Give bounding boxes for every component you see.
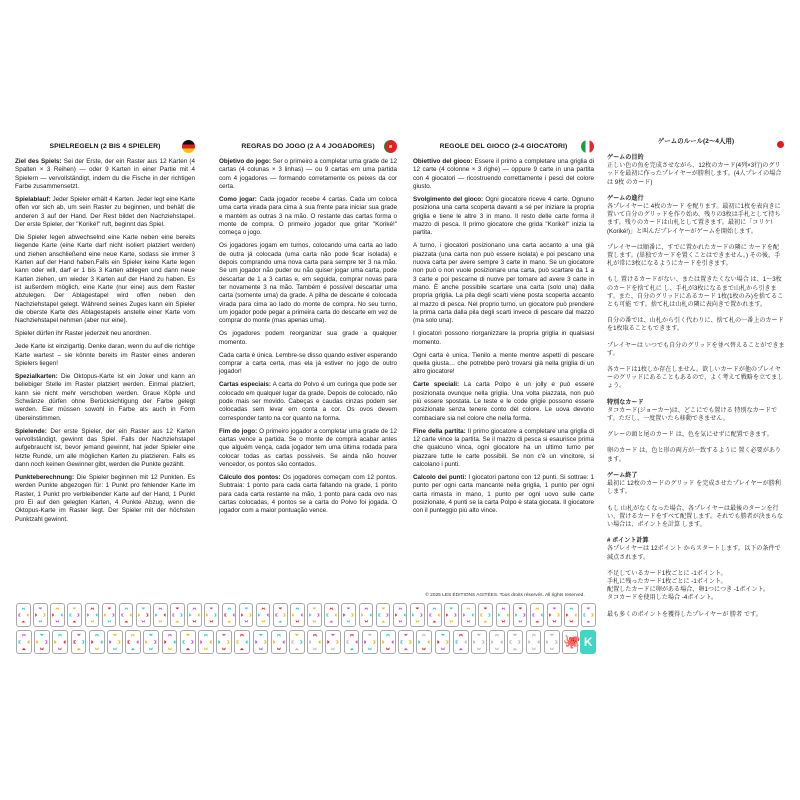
rule-paragraph (219, 242, 397, 325)
fish-pattern-icon (394, 604, 407, 626)
fish-pattern-icon (51, 604, 64, 626)
rule-text: 各プレイヤーは 12ポイント からスタートします。以下の条件で減点されます。 (607, 545, 781, 561)
italian-title: REGOLE DEL GIOCO (2-4 GIOCATORI) (439, 143, 568, 150)
fish-card (530, 603, 545, 627)
rule-heading: Fim do jogo: (219, 427, 258, 435)
fish-card (435, 630, 451, 654)
fish-pattern-icon (290, 631, 304, 653)
fish-card (102, 603, 117, 627)
fish-card (410, 603, 425, 627)
rule-heading: Cálculo dos pontos: (219, 473, 281, 481)
fish-pattern-icon (381, 631, 395, 653)
fish-pattern-icon (120, 604, 133, 626)
rule-paragraph (607, 366, 785, 391)
fish-pattern-icon (181, 631, 195, 653)
rule-text: 自分の番では、山札から引く代わりに、捨て札の一番上のカードを1枚取ることもできます。 (607, 317, 784, 333)
fish-card (34, 630, 50, 654)
portuguese-rules-column (219, 140, 397, 520)
fish-pattern-icon (274, 604, 287, 626)
fish-card (198, 630, 214, 654)
fish-pattern-icon (205, 604, 218, 626)
fish-pattern-icon (363, 631, 377, 653)
fish-card (324, 603, 339, 627)
japanese-title: ゲームのルール(2〜4人用) (657, 138, 735, 145)
rule-text: Spieler dürfen ihr Raster jederzeit neu anordnen. (15, 330, 152, 338)
rule-text: プレイヤーは順番に、すでに置かれたカードの隣に カードを配置します。(単独でカードを置くことはできません。) その後、手札が常に3枚になるようにカードを引きます。 (607, 243, 781, 268)
fish-pattern-icon (68, 604, 81, 626)
fish-card (234, 630, 250, 654)
rule-heading: ゲーム終了 (607, 471, 638, 479)
fish-pattern-icon (545, 631, 559, 653)
japanese-sections (607, 154, 785, 619)
fish-card (453, 630, 469, 654)
fish-pattern-icon (217, 631, 231, 653)
fish-card (496, 603, 511, 627)
rule-paragraph (413, 352, 594, 377)
rule-paragraph (219, 428, 397, 470)
fish-pattern-icon (462, 604, 475, 626)
rule-heading: Spielablauf: (15, 195, 51, 203)
card-gallery (16, 603, 596, 657)
rule-paragraph (15, 428, 195, 470)
rule-text: Jeder Spieler erhält 4 Karten. Jeder legt eine Karte offen vor sich ab, um sein Raster zu beginnen, und behält die anderen 3 auf der Hand. Der Rest bildet den Nachziehstapel. Der erste Spieler, der "Koriké!" ruft, beginnt das Spiel. (15, 195, 195, 228)
rule-text: もし 置けるカードがない、または置きたくない場合 は、1〜3枚のカードを捨て札に し、手札が3枚になるまで山札から引きます。また、自分のグリッドにあるカード 1枚(1枚のみ)を捨てることも可能 です。捨て札は山札の隣に表向きで置かれます。 (607, 276, 784, 309)
rule-text: 不足しているカード1枚ごとに -1ポイント。 手札に残ったカード1枚ごとに -1ポイント。 配置したカードに卵がある場合、卵1つにつき -1ポイント。 タコカードを使用した場合 -4ポイント。 (607, 569, 770, 602)
rule-heading: Spielende: (15, 427, 47, 435)
rule-paragraph (413, 242, 594, 325)
fish-card (16, 603, 31, 627)
fish-card (256, 603, 271, 627)
fish-card (471, 630, 487, 654)
fish-pattern-icon (154, 604, 167, 626)
fish-pattern-icon (126, 631, 140, 653)
rule-text: 最も多くのポイントを獲得したプレイヤーが 勝者 です。 (607, 610, 762, 618)
fish-card (427, 603, 442, 627)
fish-pattern-icon (308, 631, 322, 653)
rule-text: タコカード(ジョーカー)は、どこにでも置ける 特別なカードです。ただし、一度置いたら移動できません。 (607, 406, 778, 423)
rule-heading: # ポイント計算 (607, 537, 649, 545)
rule-text: グレーの頭と尾のカード は、色を気にせずに配置できます。 (607, 431, 773, 439)
rule-text: O primeiro jogador a completar uma grade de 12 cartas vence a partida. Se o monte de compra acabar antes que alguém vença, cada jogador tem uma última rodada para colocar todas as cartas possíveis. Se ainda não houver vencedor, os pontos são contados. (219, 427, 397, 468)
rule-paragraph (413, 428, 594, 470)
fish-pattern-icon (240, 604, 253, 626)
fish-card (16, 630, 32, 654)
rule-text: I giocatori partono con 12 punti. Si sottrae: 1 punto per ogni carta mancante nella griglia, 1 punto per ogni carta rimasta in mano, 1 punto per ogni uovo sulle carte posizionate, 4 punti se la carta Polpo è stata giocata. Il giocatore con il punteggio più alto vince. (413, 473, 594, 515)
fish-card (362, 630, 378, 654)
fish-card (478, 603, 493, 627)
rule-paragraph (607, 447, 785, 463)
fish-card (344, 630, 360, 654)
fish-pattern-icon (531, 604, 544, 626)
fish-pattern-icon (377, 604, 390, 626)
german-title: SPIELREGELN (2 BIS 4 SPIELER) (49, 143, 161, 150)
fish-pattern-icon (144, 631, 158, 653)
fish-card (444, 603, 459, 627)
rule-text: Die Spieler legen abwechselnd eine Karte neben eine bereits liegende Karte (eine Karte darf nicht isoliert platziert werden) und ziehen anschließend eine neue Karte, sodass sie immer 3 Karten auf der Hand haben.Falls ein Spieler keine Karte legen kann oder will, darf er 1 bis 3 Karten ablegen und dann neue Karten ziehen, um wieder 3 Karten auf der Hand zu haben. Es ist außerdem möglich, eine Karte (nur eine) aus dem Raster abzulegen. Der Ablagestapel wird offen neben den Nachziehstapel gelegt. Während seines Zuges kann ein Spieler die oberste Karte des Ablagestapels anstelle einer Karte vom Nachziehstapel nehmen (aber nur eine). (15, 233, 195, 325)
rule-text: Die Oktopus-Karte ist ein Joker und kann an beliebiger Stelle im Raster platziert werden. Einmal platziert, kann sie nicht mehr verschoben werden. Graue Köpfe und Schwänze dürfen ohne Berücksichtigung der Farbe gelegt werden. Eier müssen sowohl in Farbe als auch in Form übereinstimmen. (15, 372, 195, 422)
fish-card (89, 630, 105, 654)
fish-pattern-icon (291, 604, 304, 626)
rule-text: Cada carta é única. Lembre-se disso quando estiver esperando comprar a carta certa, mas ela já estiver no jogo de outro jogador! (219, 351, 397, 376)
german-title-row (15, 140, 195, 154)
fish-card (398, 630, 414, 654)
fish-card (187, 603, 202, 627)
fish-card (180, 630, 196, 654)
fish-card (513, 603, 528, 627)
fish-card (253, 630, 269, 654)
fish-pattern-icon (108, 631, 122, 653)
fish-pattern-icon (548, 604, 561, 626)
rule-text: Ogni carta è unica. Tienilo a mente mentre aspetti di pescare quella giusta… che potrebbe però trovarsi già nella griglia di un altro giocatore! (413, 351, 594, 376)
japanese-flag-icon (774, 138, 787, 151)
italian-sections (413, 158, 594, 516)
fish-pattern-icon (163, 631, 177, 653)
portuguese-flag-icon (384, 140, 397, 153)
card-row-bottom (16, 630, 596, 654)
german-flag-icon (182, 140, 195, 153)
rule-text: 各カードは1枚しか存在しません。欲しいカードが他のプレイヤーのグリッドにあることもあるので、よく考えて戦略を立てましょう。 (607, 366, 784, 390)
fish-pattern-icon (326, 631, 340, 653)
rule-paragraph (219, 474, 397, 516)
rule-heading: Como jogar: (219, 195, 257, 203)
rule-paragraph (607, 611, 785, 619)
rule-text: I giocatori possono riorganizzare la propria griglia in qualsiasi momento. (413, 330, 594, 346)
fish-card (416, 630, 432, 654)
copyright-notice: © 2025 LES ÉDITIONS AGITÉES. Tous droits réservés. All rights reserved. (425, 593, 585, 598)
fish-pattern-icon (34, 604, 47, 626)
rule-paragraph (15, 234, 195, 326)
rule-paragraph (413, 158, 594, 191)
fish-card (162, 630, 178, 654)
rule-paragraph (15, 474, 195, 524)
fish-pattern-icon (411, 604, 424, 626)
fish-pattern-icon (565, 604, 578, 626)
fish-pattern-icon (479, 604, 492, 626)
fish-pattern-icon (90, 631, 104, 653)
fish-card (307, 630, 323, 654)
rule-text: Os jogadores começam com 12 pontos. Subtraia: 1 ponto para cada carta faltando na grade, 1 ponto para cada carta restante na mão, 1 ponto para cada ovo nas cartas colocadas, 4 pontos se a carta do Polvo foi jogada. O jogador com a maior pontuação vence. (219, 473, 397, 515)
rule-text: Der erste Spieler, der ein Raster aus 12 Karten vervollständigt, gewinnt das Spiel. Falls der Nachziehstapel aufgebraucht ist, bevor jemand gewinnt, hat jeder Spieler eine letzte Runde, um alle möglichen Karten zu platzieren. Falls es dann noch keinen Gewinner gibt, werden die Punkte gezählt. (15, 427, 195, 468)
fish-pattern-icon (308, 604, 321, 626)
rule-paragraph (413, 474, 594, 516)
fish-pattern-icon (454, 631, 468, 653)
rule-paragraph (219, 158, 397, 191)
german-rules-column (15, 140, 195, 529)
rule-paragraph (219, 330, 397, 347)
rule-paragraph (15, 330, 195, 338)
rule-text: A turno, i giocatori posizionano una carta accanto a una già piazzata (una carta non può essere isolata) e poi pescano una nuova carta per avere sempre 3 carte in mano. Se un giocatore non può o non vuole posizionare una carta, può scartare da 1 a 3 carte e poi pescarne di nuove per tornare ad avere 3 carte in mano. È anche possibile scartare una carta (solo una) dalla propria griglia. La pila degli scarti viene posta scoperta accanto al mazzo di pesca. Nel proprio turno, un giocatore può prendere la prima carta dalla pila degli scarti invece di pescare dal mazzo (ma solo una). (413, 242, 594, 325)
fish-card (271, 630, 287, 654)
german-sections (15, 158, 195, 524)
rule-text: 正しい色の魚を完成させながら、12枚のカード(4列×3行)のグリッドを最初に作ったプレイヤーが勝利します。(4人プレイの場合は 9枚 のカード) (607, 162, 782, 186)
fish-pattern-icon (17, 631, 31, 653)
rule-paragraph (413, 196, 594, 238)
fish-pattern-icon (417, 631, 431, 653)
rule-heading: ゲームの進行 (607, 194, 644, 202)
fish-card (290, 603, 305, 627)
fish-card (125, 630, 141, 654)
fish-card (204, 603, 219, 627)
rule-paragraph (219, 352, 397, 377)
rule-heading: ゲームの目的 (607, 154, 644, 161)
rule-paragraph (607, 472, 785, 497)
rule-paragraph (607, 570, 785, 603)
rule-paragraph (607, 399, 785, 424)
fish-card (71, 630, 87, 654)
rule-paragraph (607, 505, 785, 530)
rule-heading: Objetivo do jogo: (219, 158, 271, 165)
rule-paragraph (607, 537, 785, 562)
rule-text: La carta Polpo è un jolly e può essere posizionata ovunque nella griglia. Una volta piazzata, non può più essere spostata. Le teste e le code grigie possono essere posizionate senza tenere conto del colore. Le uova devono combaciare sia nel colore che nella forma. (413, 381, 594, 422)
rule-text: Ogni giocatore riceve 4 carte. Ognuno posiziona una carta scoperta davanti a sé per iniziare la propria griglia e tiene le altre 3 in mano. Il resto delle carte forma il mazzo di pesca. Il primo giocatore che grida "Korikè!" inizia la partita. (413, 195, 594, 237)
rule-heading: Calcolo dei punti: (413, 473, 467, 481)
card-row-top (16, 603, 596, 627)
fish-card (325, 630, 341, 654)
fish-card (547, 603, 562, 627)
fish-pattern-icon (508, 631, 522, 653)
rule-heading: Punkteberechnung: (15, 473, 75, 481)
portuguese-sections (219, 158, 397, 516)
fish-pattern-icon (325, 604, 338, 626)
fish-pattern-icon (445, 604, 458, 626)
fish-pattern-icon (582, 604, 595, 626)
fish-pattern-icon (436, 631, 450, 653)
fish-pattern-icon (399, 631, 413, 653)
fish-card (544, 630, 560, 654)
rule-paragraph (607, 342, 785, 358)
fish-card (461, 603, 476, 627)
fish-pattern-icon (86, 604, 99, 626)
fish-pattern-icon (103, 604, 116, 626)
fish-pattern-icon (472, 631, 486, 653)
fish-card (222, 603, 237, 627)
rule-heading: Obiettivo del gioco: (413, 158, 473, 165)
fish-card (153, 603, 168, 627)
fish-card (581, 603, 596, 627)
rule-paragraph (607, 431, 785, 439)
rule-text: 各プレイヤーに 4枚のカード を配ります。最初に1枚を表向きに置いて自分のグリッドを作り始め、残りの3枚は手札として持ちます。残りのカードは山札として置きます。最初に「コリケ!(Koriké!)」と叫んだプレイヤーがゲームを開始します。 (607, 203, 781, 235)
rule-paragraph (15, 196, 195, 229)
rule-text: Il primo giocatore a completare una griglia di 12 carte vince la partita. Se il mazzo di pesca si esaurisce prima che qualcuno vinca, ogni giocatore ha un ultimo turno per piazzare tutte le carte possibili. Se non c'è un vincitore, si calcolano i punti. (413, 427, 594, 468)
italian-rules-column (413, 140, 594, 520)
rule-paragraph (607, 276, 785, 309)
rule-heading: Cartas especiais: (219, 381, 272, 389)
fish-pattern-icon (53, 631, 67, 653)
fish-card (136, 603, 151, 627)
rule-paragraph (607, 244, 785, 269)
italian-title-row (413, 140, 594, 154)
fish-card (107, 630, 123, 654)
fish-pattern-icon (72, 631, 86, 653)
fish-pattern-icon (514, 604, 527, 626)
rule-paragraph (15, 158, 195, 191)
fish-card (50, 603, 65, 627)
fish-pattern-icon (35, 631, 49, 653)
fish-card (170, 603, 185, 627)
fish-card (380, 630, 396, 654)
rule-paragraph (15, 343, 195, 368)
fish-pattern-icon (428, 604, 441, 626)
fish-card (289, 630, 305, 654)
fish-card (489, 630, 505, 654)
fish-pattern-icon (257, 604, 270, 626)
fish-card (239, 603, 254, 627)
rule-paragraph (413, 330, 594, 347)
fish-pattern-icon (360, 604, 373, 626)
k-logo-icon: K (583, 635, 593, 649)
fish-pattern-icon (497, 604, 510, 626)
fish-card (67, 603, 82, 627)
rule-paragraph (607, 154, 785, 187)
italian-flag-icon (581, 140, 594, 153)
rule-heading: Fine della partita: (413, 427, 466, 435)
rule-paragraph (413, 381, 594, 423)
japanese-rules-column (607, 154, 785, 627)
rule-text: Os jogadores jogam em turnos, colocando uma carta ao lado de outra já colocada (uma carta não pode ficar isolada) e depois comprando uma nova carta para sempre ter 3 na mão. Se um jogador não puder ou não quiser jogar uma carta, pode descartar de 1 a 3 cartas e, em seguida, comprar novas para ter novamente 3 na mão. Também é possível descartar uma carta (somente uma) da grade. A pilha de descarte é colocada virada para cima ao lado do monte de compra. No seu turno, um jogador pode pegar a primeira carta do descarte em vez de comprar do monte (mas apenas uma). (219, 242, 397, 325)
rule-heading: Svolgimento del gioco: (413, 195, 484, 203)
fish-pattern-icon (490, 631, 504, 653)
fish-card (216, 630, 232, 654)
rule-text: Essere il primo a completare una griglia di 12 carte (4 colonne × 3 righe) — oppure 9 carte in una partita con 4 giocatori — ricostruendo correttamente i pesci del colore giusto. (413, 158, 594, 191)
fish-card (52, 630, 68, 654)
portuguese-title: REGRAS DO JOGO (2 A 4 JOGADORES) (241, 143, 375, 150)
rule-text: もし 山札がなくなった場合、各プレイヤーは最後のターンを行い、置けるカードをすべて配置します。それでも勝者が決まらない場合は、ポイントを計算 します。 (607, 504, 784, 528)
rule-heading: Spezialkarten: (15, 372, 58, 380)
rule-text: 最初に 12枚のカードのグリッド を完成させたプレイヤーが勝利します。 (607, 480, 781, 496)
octopus-icon: 🐙 (563, 633, 581, 649)
rule-text: Jede Karte ist einzigartig. Denke daran, wenn du auf die richtige Karte wartest – sie könnte bereits im Raster eines anderen Spielers liegen! (15, 343, 195, 367)
rule-text: A carta do Polvo é um curinga que pode ser colocado em qualquer lugar da grade. Depois de colocado, não pode mais ser movido. Cabeças e caudas cinzas podem ser colocadas sem levar em conta a cor. Os ovos devem corresponder tanto na cor quanto na forma. (219, 381, 397, 422)
fish-pattern-icon (199, 631, 213, 653)
fish-card (273, 603, 288, 627)
rule-paragraph (219, 381, 397, 423)
fish-card (85, 603, 100, 627)
fish-pattern-icon (223, 604, 236, 626)
portuguese-title-row (219, 140, 397, 154)
fish-card (564, 603, 579, 627)
rule-heading: Carte speciali: (413, 381, 460, 389)
fish-pattern-icon (137, 604, 150, 626)
fish-pattern-icon (235, 631, 249, 653)
fish-pattern-icon (527, 631, 541, 653)
rule-paragraph (15, 373, 195, 423)
fish-card (33, 603, 48, 627)
rule-paragraph (607, 195, 785, 236)
rule-text: Ser o primeiro a completar uma grade de 12 cartas (4 colunas × 3 linhas) — ou 9 cartas em uma partida com 4 jogadores — formando corretamente os peixes da cor certa. (219, 158, 397, 191)
rule-text: Cada jogador recebe 4 cartas. Cada um coloca uma carta virada para cima à sua frente para iniciar sua grade e mantém as outras 3 na mão. O restante das cartas forma o monte de compra. O primeiro jogador que gritar "Koriké!" começa o jogo. (219, 195, 397, 237)
fish-pattern-icon (17, 604, 30, 626)
fish-pattern-icon (188, 604, 201, 626)
fish-card (119, 603, 134, 627)
fish-card (376, 603, 391, 627)
rule-paragraph (607, 317, 785, 333)
fish-card (307, 603, 322, 627)
fish-pattern-icon (254, 631, 268, 653)
rule-heading: 特別なカード (607, 398, 644, 406)
rule-paragraph (219, 196, 397, 238)
fish-pattern-icon (272, 631, 286, 653)
octopus-joker-card (562, 630, 581, 654)
fish-pattern-icon (171, 604, 184, 626)
fish-card (359, 603, 374, 627)
rule-text: Os jogadores podem reorganizar sua grade a qualquer momento. (219, 330, 397, 346)
rule-text: Sei der Erste, der ein Raster aus 12 Karten (4 Spalten × 3 Reihen) — oder 9 Karten in einer Partie mit 4 Spielern — vervollständigt, indem du die Fische in der richtigen Farbe zusammensetzt. (15, 158, 195, 191)
rule-text: Die Spieler beginnen mit 12 Punkten. Es werden Punkte abgezogen für: 1 Punkt pro fehlender Karte im Raster, 1 Punkt pro verbleibender Karte auf der Hand, 1 Punkt pro Ei auf den gelegten Karten, 4 Punkte Abzug, wenn die Oktopus-Karte im Raster liegt. Der Spieler mit der höchsten Punktzahl gewinnt. (15, 473, 195, 523)
rule-text: プレイヤーは いつでも自分のグリッドを並べ替えることができます。 (607, 341, 785, 357)
rule-heading: Ziel des Spiels: (15, 158, 62, 165)
fish-card (507, 630, 523, 654)
fish-card (393, 603, 408, 627)
fish-card (526, 630, 542, 654)
brand-k-card (580, 630, 596, 654)
fish-card (143, 630, 159, 654)
fish-pattern-icon (345, 631, 359, 653)
fish-pattern-icon (342, 604, 355, 626)
rule-text: 卵のカード は、色と形の両方が一致するように 置く必要があります。 (607, 447, 782, 463)
japanese-title-row (607, 134, 785, 150)
fish-card (341, 603, 356, 627)
